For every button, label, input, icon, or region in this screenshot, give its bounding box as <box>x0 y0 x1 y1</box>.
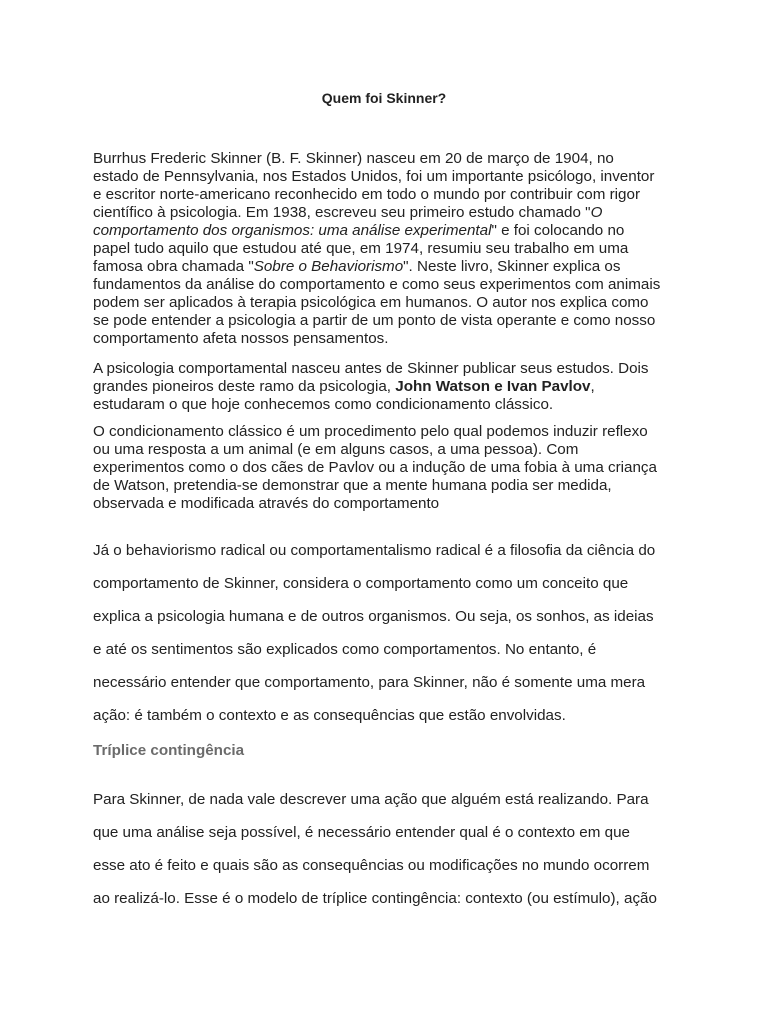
text-line <box>93 378 673 396</box>
book-title-italic: comportamento dos organismos: uma análise experimental <box>93 222 492 239</box>
text-line <box>93 204 673 222</box>
text-line: comportamento de Skinner, considera o comportamento como um conceito que <box>93 575 629 592</box>
text-line: de Watson, pretendia-se demonstrar que a mente humana podia ser medida, <box>93 477 612 494</box>
text-run: grandes pioneiros deste ramo da psicologia, <box>93 378 396 395</box>
text-line: estudaram o que hoje conhecemos como condicionamento clássico. <box>93 396 554 413</box>
text-line: O condicionamento clássico é um procedimento pelo qual podemos induzir reflexo <box>93 423 648 440</box>
section-heading: Tríplice contingência <box>93 742 245 759</box>
document-title: Quem foi Skinner? <box>321 90 447 106</box>
text-line: ao realizá-lo. Esse é o modelo de tríplice contingência: contexto (ou estímulo), ação <box>93 890 657 907</box>
text-line: esse ato é feito e quais são as consequências ou modificações no mundo ocorrem <box>93 857 650 874</box>
text-line: comportamento afeta nossos pensamentos. <box>93 330 389 347</box>
book-title-italic: Sobre o Behaviorismo <box>253 258 404 275</box>
paragraph-triple-contingency <box>93 783 683 915</box>
text-run: científico à psicologia. Em 1938, escreveu seu primeiro estudo chamado " <box>93 204 591 221</box>
text-line: se pode entender a psicologia a partir de um ponto de vista operante e como nosso <box>93 312 656 329</box>
text-run: " e foi colocando no <box>491 222 625 239</box>
text-line: Burrhus Frederic Skinner (B. F. Skinner) nasceu em 20 de março de 1904, no <box>93 150 614 167</box>
text-line: estado de Pennsylvania, nos Estados Unidos, foi um importante psicólogo, inventor <box>93 168 655 185</box>
text-line: que uma análise seja possível, é necessário entender qual é o contexto em que <box>93 824 630 841</box>
paragraph-biography <box>93 150 673 348</box>
pioneers-names-bold: John Watson e Ivan Pavlov <box>395 378 591 395</box>
text-run: , <box>590 378 595 395</box>
text-line: ou uma resposta a um animal (e em alguns casos, a uma pessoa). Com <box>93 441 579 458</box>
text-line: ação: é também o contexto e as consequências que estão envolvidas. <box>93 707 566 724</box>
text-line: e escritor norte-americano reconhecido em todo o mundo por contribuir com rigor <box>93 186 641 203</box>
text-line: papel tudo aquilo que estudou até que, em 1974, resumiu seu trabalho em uma <box>93 240 629 257</box>
paragraph-classical-conditioning <box>93 423 673 513</box>
text-line <box>93 258 673 276</box>
text-line: necessário entender que comportamento, para Skinner, não é somente uma mera <box>93 674 646 691</box>
text-line: Para Skinner, de nada vale descrever uma ação que alguém está realizando. Para <box>93 791 649 808</box>
text-line: e até os sentimentos são explicados como comportamentos. No entanto, é <box>93 641 597 658</box>
paragraph-pioneers <box>93 360 673 414</box>
text-line: experimentos como o dos cães de Pavlov ou a indução de uma fobia à uma criança <box>93 459 657 476</box>
text-run: famosa obra chamada " <box>93 258 254 275</box>
text-line <box>93 222 673 240</box>
text-line: Já o behaviorismo radical ou comportamentalismo radical é a filosofia da ciência do <box>93 542 656 559</box>
paragraph-radical-behaviorism <box>93 534 683 732</box>
text-line: podem ser aplicados à terapia psicológica em humanos. O autor nos explica como <box>93 294 649 311</box>
text-line: observada e modificada através do comportamento <box>93 495 440 512</box>
book-title-italic: O <box>590 204 603 221</box>
text-line: A psicologia comportamental nasceu antes de Skinner publicar seus estudos. Dois <box>93 360 649 377</box>
text-line: explica a psicologia humana e de outros organismos. Ou seja, os sonhos, as ideias <box>93 608 654 625</box>
text-line: fundamentos da análise do comportamento e como seus experimentos com animais <box>93 276 661 293</box>
text-run: ". Neste livro, Skinner explica os <box>403 258 621 275</box>
